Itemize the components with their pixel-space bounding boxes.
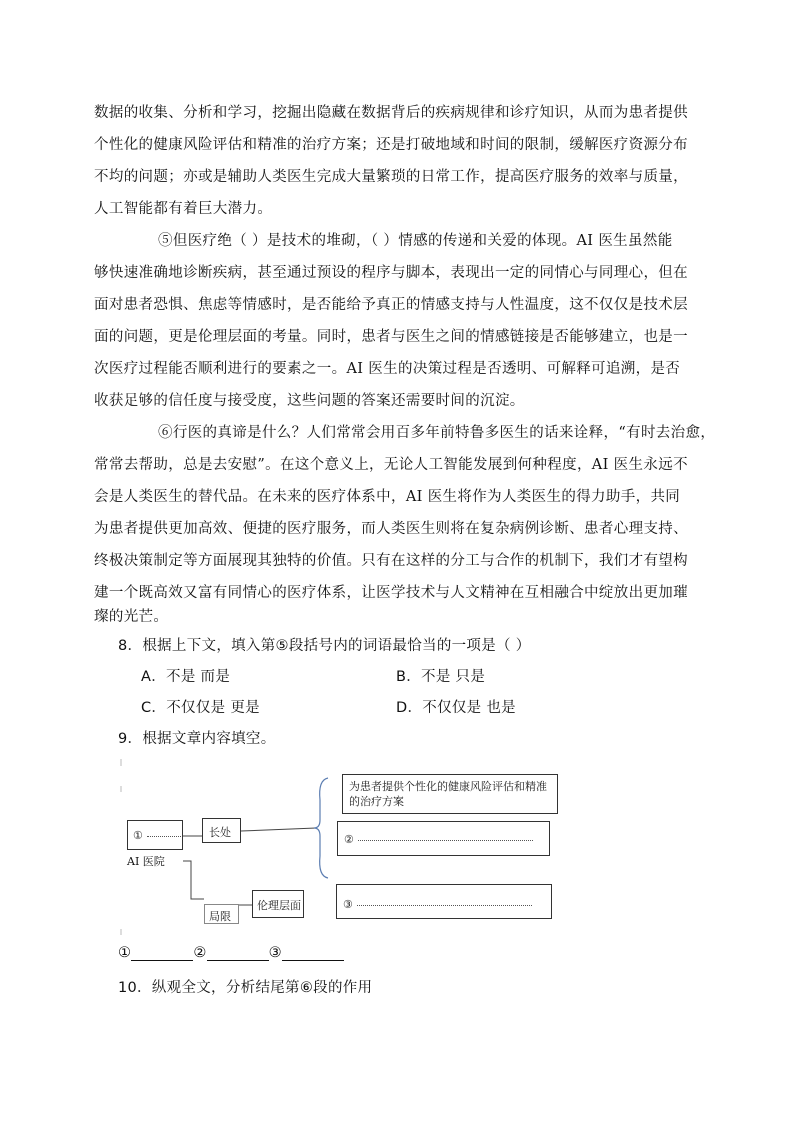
- answer-blank-2[interactable]: [207, 946, 269, 961]
- top-answer-box: [342, 774, 558, 814]
- text-line: 终极决策制定等方面展现其独特的价值。只有在这样的分工与合作的机制下，我们才有望构: [94, 553, 688, 569]
- blank-label: ②: [193, 945, 207, 961]
- text-line: 为患者提供更加高效、便捷的医疗服务，而人类医生则将在复杂病例诊断、患者心理支持、: [94, 521, 688, 537]
- text-line: 不均的问题；亦或是辅助人类医生完成大量繁琐的日常工作，提高医疗服务的效率与质量，: [94, 169, 688, 185]
- text-line: 个性化的健康风险评估和精准的治疗方案；还是打破地域和时间的限制，缓解医疗资源分布: [94, 137, 688, 153]
- blank-number: ③: [343, 898, 353, 911]
- question-stem: 9．根据文章内容填空。: [118, 731, 276, 747]
- answer-blank-1[interactable]: [131, 946, 193, 961]
- dotted-line: [357, 904, 532, 906]
- text-line: 收获足够的信任度与接受度，这些问题的答案还需要时间的沉淀。: [94, 393, 525, 409]
- answer-blanks: [118, 945, 344, 961]
- question-stem: 10．纵观全文，分析结尾第⑥段的作用: [118, 980, 373, 996]
- text-line: 建一个既高效又富有同情心的医疗体系，让医学技术与人文精神在互相融合中绽放出更加璀: [94, 585, 688, 601]
- advantages-label: 长处: [209, 826, 231, 839]
- answer-blank-3[interactable]: [282, 946, 344, 961]
- text-line: ⑤但医疗绝（ ）是技术的堆砌，（ ）情感的传递和关爱的体现。AI 医生虽然能: [158, 233, 673, 249]
- text-line: 会是人类医生的替代品。在未来的医疗体系中，AI 医生将作为人类医生的得力助手，共同: [94, 489, 681, 505]
- text-line: 面对患者恐惧、焦虑等情感时，是否能给予真正的情感支持与人性温度，这不仅仅是技术层: [94, 297, 688, 313]
- dotted-line: [358, 839, 533, 841]
- blank-box-2[interactable]: [337, 821, 550, 856]
- blank-label: ③: [268, 945, 282, 961]
- text-line: 次医疗过程能否顺利进行的要素之一。AI 医生的决策过程是否透明、可解释可追溯，是否: [94, 361, 681, 377]
- ethics-label: 伦理层面: [257, 899, 301, 912]
- blank-number: ①: [133, 829, 143, 842]
- text-line: 数据的收集、分析和学习，挖掘出隐藏在数据背后的疾病规律和诊疗知识，从而为患者提供: [94, 105, 688, 121]
- advantages-box: [202, 818, 241, 843]
- limits-label: 局限: [209, 910, 231, 923]
- top-answer-text: 为患者提供个性化的健康风险评估和精准的治疗方案: [349, 780, 547, 808]
- text-line: 够快速准确地诊断疾病，甚至通过预设的程序与脚本，表现出一定的同情心与同理心，但在: [94, 265, 688, 281]
- option-a[interactable]: A．不是 而是: [141, 669, 231, 685]
- text-line: ⑥行医的真谛是什么？人们常常会用百多年前特鲁多医生的话来诠释，“有时去治愈，: [158, 425, 716, 441]
- text-line: 璨的光芒。: [94, 609, 169, 625]
- text-line: 面的问题，更是伦理层面的考量。同时，患者与医生之间的情感链接是否能够建立，也是一: [94, 329, 688, 345]
- option-d[interactable]: D．不仅仅是 也是: [396, 700, 516, 716]
- ai-hospital-label: AI 医院: [127, 855, 165, 868]
- blank-box-3[interactable]: [336, 884, 552, 919]
- blank-label: ①: [118, 945, 132, 961]
- option-c[interactable]: C．不仅仅是 更是: [141, 700, 260, 716]
- option-b[interactable]: B．不是 只是: [396, 669, 486, 685]
- ethics-box: [252, 890, 304, 918]
- blank-box-1[interactable]: [127, 820, 183, 850]
- dotted-line: [147, 835, 181, 837]
- text-line: 常常去帮助，总是去安慰”。在这个意义上，无论人工智能发展到何种程度，AI 医生永远不: [94, 457, 688, 473]
- limits-box: [204, 904, 239, 924]
- text-line: 人工智能都有着巨大潜力。: [94, 201, 273, 217]
- question-stem: 8．根据上下文，填入第⑤段括号内的词语最恰当的一项是（ ）: [118, 638, 531, 654]
- blank-number: ②: [344, 833, 354, 846]
